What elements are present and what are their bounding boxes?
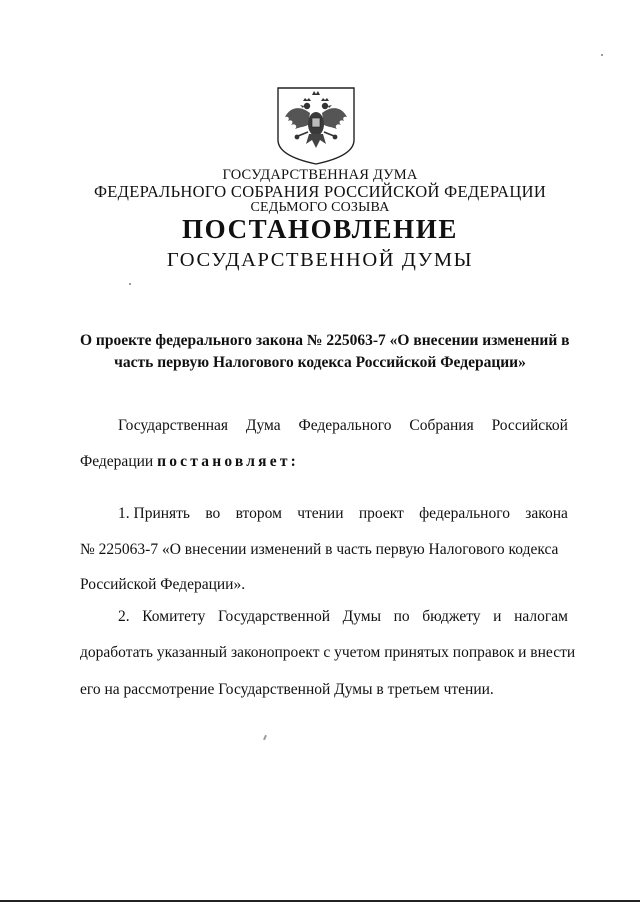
coat-of-arms-emblem	[276, 86, 356, 166]
word: закона	[525, 505, 568, 522]
item-1-line	[118, 505, 568, 523]
word: 2.	[118, 608, 130, 625]
word: Федерального	[298, 417, 392, 434]
scan-speck	[129, 283, 131, 285]
double-headed-eagle-icon	[276, 86, 356, 166]
word: и	[493, 608, 502, 625]
word: втором	[235, 505, 282, 522]
chamber-name: ГОСУДАРСТВЕННАЯ ДУМА	[222, 167, 418, 183]
word: Собрания	[409, 417, 474, 434]
word: проект	[358, 505, 404, 522]
assembly-name: ФЕДЕРАЛЬНОГО СОБРАНИЯ РОССИЙСКОЙ ФЕДЕРАЦИИ	[93, 182, 547, 201]
subject-line: часть первую Налогового кодекса Российской Федерации»	[114, 354, 526, 371]
word: бюджету	[422, 608, 481, 625]
document-subject	[80, 330, 570, 374]
item-1-line: Российской Федерации».	[80, 576, 246, 593]
word: Комитету	[142, 608, 206, 625]
scan-speck	[263, 735, 267, 740]
document-type-title: ПОСТАНОВЛЕНИЕ	[182, 214, 458, 244]
document-issuer: ГОСУДАРСТВЕННОЙ ДУМЫ	[166, 249, 474, 271]
word: чтении	[297, 505, 344, 522]
preamble-line	[80, 453, 299, 471]
page-bottom-edge	[0, 900, 640, 902]
item-2-line: его на рассмотрение Государственной Думы в третьем чтении.	[80, 681, 494, 698]
word: налогам	[514, 608, 568, 625]
preamble-line	[118, 417, 568, 435]
word: Государственной	[217, 608, 331, 625]
word: Дума	[245, 417, 281, 434]
word: 1. Принять	[118, 505, 191, 522]
word: Федерации	[80, 453, 154, 470]
word: Российской	[491, 417, 568, 434]
convocation: СЕДЬМОГО СОЗЫВА	[250, 200, 390, 215]
word: Думы	[342, 608, 382, 625]
word: во	[205, 505, 221, 522]
item-2-line	[118, 608, 568, 626]
subject-line: О проекте федерального закона № 225063-7 «О внесении изменений в	[80, 332, 570, 349]
word: федерального	[419, 505, 510, 522]
scan-speck	[601, 54, 603, 56]
item-2-line: доработать указанный законопроект с учетом принятых поправок и внести	[80, 644, 576, 661]
item-1-line: № 225063-7 «О внесении изменений в часть первую Налогового кодекса	[80, 541, 559, 558]
word: Государственная	[118, 417, 229, 434]
word: по	[393, 608, 410, 625]
resolution-verb: постановляет:	[157, 453, 299, 470]
